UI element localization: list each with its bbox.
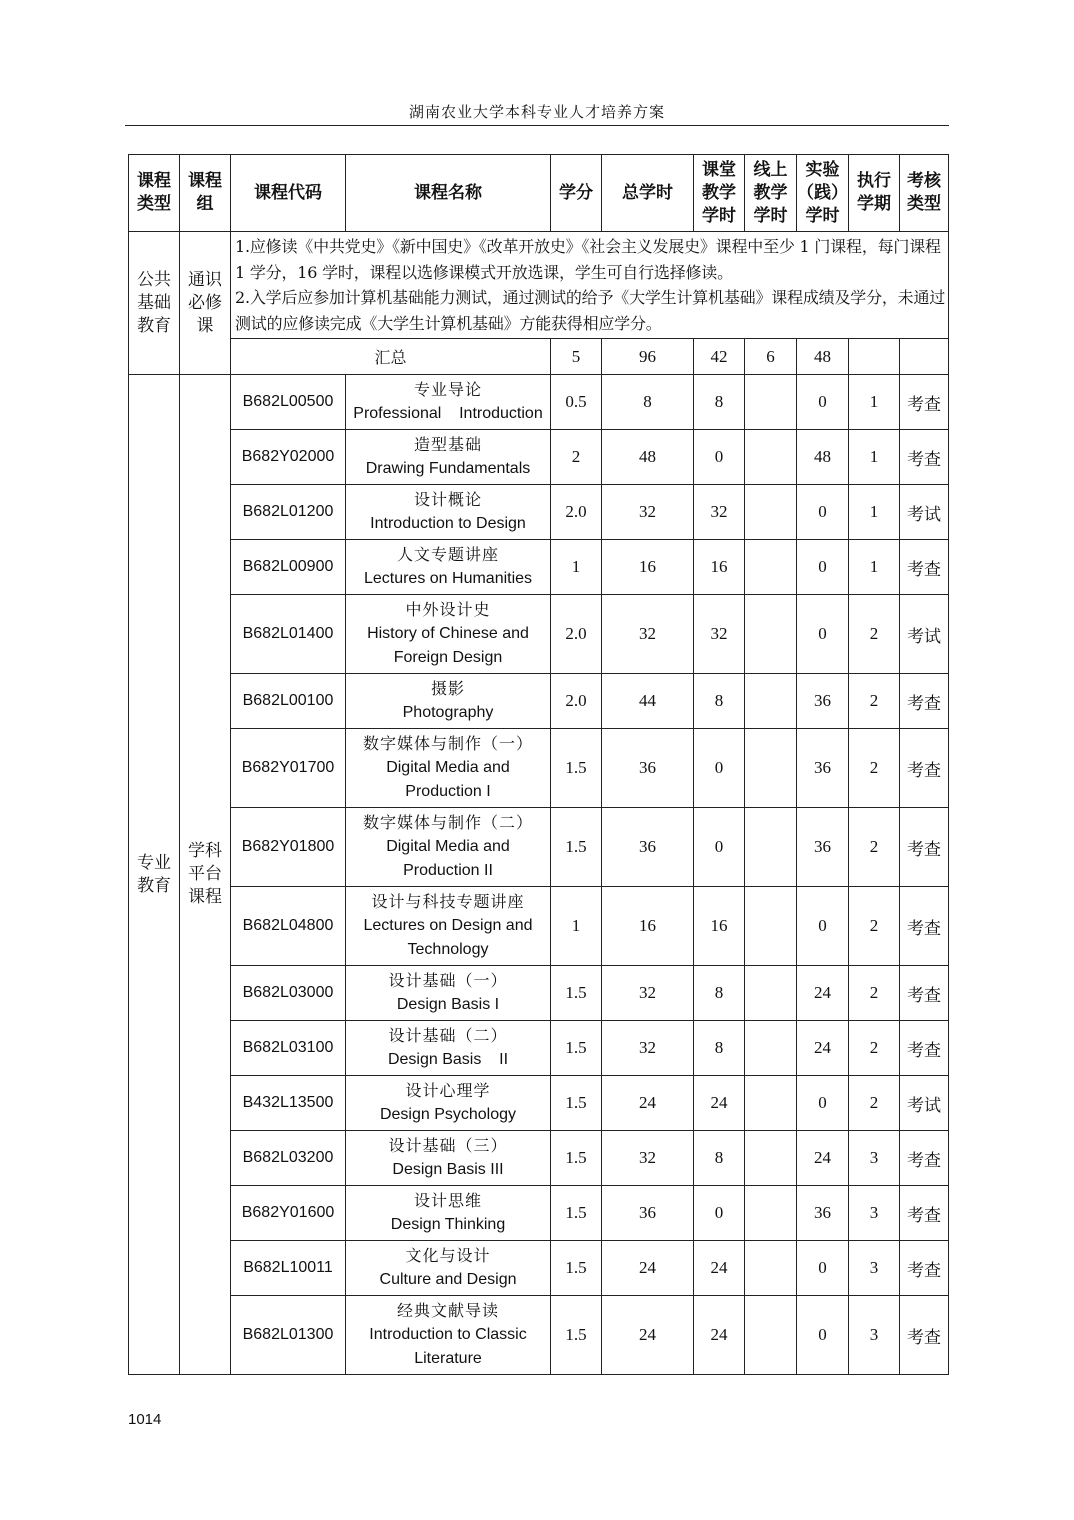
course-name (346, 729, 551, 808)
course-online-hours (745, 808, 797, 887)
course-lab-hours: 0 (797, 1241, 849, 1296)
course-semester: 2 (849, 966, 900, 1021)
summary-credit: 5 (551, 339, 602, 375)
course-name-en: Professional Introduction (353, 405, 543, 422)
course-class-hours: 24 (694, 1241, 745, 1296)
course-online-hours (745, 540, 797, 595)
course-name (346, 808, 551, 887)
course-name (346, 674, 551, 729)
course-name-en: Digital Media and Production II (386, 838, 515, 879)
course-lab-hours: 0 (797, 375, 849, 430)
header-semester: 执行 学期 (849, 155, 900, 232)
course-name-cn: 设计基础（一） (388, 971, 508, 990)
course-code: B682L00100 (231, 674, 346, 729)
course-name (346, 966, 551, 1021)
course-total-hours: 36 (602, 808, 694, 887)
course-lab-hours: 48 (797, 430, 849, 485)
summary-label: 汇总 (231, 339, 551, 375)
course-code: B432L13500 (231, 1076, 346, 1131)
course-exam-type: 考试 (900, 1076, 949, 1131)
course-online-hours (745, 1021, 797, 1076)
course-credit: 1.5 (551, 729, 602, 808)
course-semester: 3 (849, 1241, 900, 1296)
course-exam-type: 考查 (900, 729, 949, 808)
course-type-general: 公共 基础 教育 (129, 232, 180, 375)
course-semester: 3 (849, 1186, 900, 1241)
course-semester: 2 (849, 674, 900, 729)
course-total-hours: 32 (602, 595, 694, 674)
course-exam-type: 考查 (900, 887, 949, 966)
course-name (346, 1186, 551, 1241)
course-semester: 3 (849, 1131, 900, 1186)
header-lab-hours: 实验 （践） 学时 (797, 155, 849, 232)
course-name-en: Design Psychology (379, 1106, 517, 1123)
course-total-hours: 32 (602, 1021, 694, 1076)
course-name-cn: 专业导论 (413, 380, 482, 399)
course-class-hours: 0 (694, 729, 745, 808)
course-credit: 1 (551, 540, 602, 595)
course-online-hours (745, 1241, 797, 1296)
course-semester: 1 (849, 430, 900, 485)
course-row (129, 1021, 949, 1076)
summary-exam-type (900, 339, 949, 375)
table-header-row (129, 155, 949, 232)
course-name (346, 375, 551, 430)
course-total-hours: 48 (602, 430, 694, 485)
summary-semester (849, 339, 900, 375)
course-lab-hours: 36 (797, 729, 849, 808)
course-name (346, 485, 551, 540)
course-total-hours: 24 (602, 1076, 694, 1131)
course-credit: 1.5 (551, 1021, 602, 1076)
course-code: B682L03200 (231, 1131, 346, 1186)
course-total-hours: 16 (602, 540, 694, 595)
course-name-cn: 数字媒体与制作（一） (362, 734, 533, 753)
course-row (129, 808, 949, 887)
course-credit: 1.5 (551, 1186, 602, 1241)
page-header-title: 湖南农业大学本科专业人才培养方案 (408, 103, 665, 121)
course-online-hours (745, 887, 797, 966)
course-code: B682L01400 (231, 595, 346, 674)
course-exam-type: 考查 (900, 1241, 949, 1296)
course-code: B682Y01600 (231, 1186, 346, 1241)
page-number: 1014 (128, 1411, 162, 1428)
course-total-hours: 36 (602, 1186, 694, 1241)
course-total-hours: 32 (602, 1131, 694, 1186)
course-credit: 2.0 (551, 595, 602, 674)
course-exam-type: 考查 (900, 1296, 949, 1375)
course-exam-type: 考查 (900, 375, 949, 430)
course-group-discipline-platform: 学科 平台 课程 (180, 375, 231, 1375)
course-class-hours: 8 (694, 375, 745, 430)
course-credit: 1.5 (551, 966, 602, 1021)
course-code: B682Y02000 (231, 430, 346, 485)
course-code: B682L03000 (231, 966, 346, 1021)
course-class-hours: 24 (694, 1296, 745, 1375)
course-total-hours: 16 (602, 887, 694, 966)
course-class-hours: 32 (694, 485, 745, 540)
summary-row (129, 339, 949, 375)
course-name-en: Culture and Design (379, 1271, 517, 1288)
course-online-hours (745, 729, 797, 808)
header-exam-type: 考核 类型 (900, 155, 949, 232)
course-class-hours: 0 (694, 430, 745, 485)
course-name (346, 595, 551, 674)
course-name (346, 1131, 551, 1186)
course-group-general-required: 通识 必修 课 (180, 232, 231, 375)
course-exam-type: 考试 (900, 485, 949, 540)
course-code: B682L10011 (231, 1241, 346, 1296)
course-credit: 1.5 (551, 1076, 602, 1131)
course-lab-hours: 24 (797, 1021, 849, 1076)
course-semester: 2 (849, 1076, 900, 1131)
course-lab-hours: 24 (797, 1131, 849, 1186)
header-total-hours: 总学时 (602, 155, 694, 232)
course-lab-hours: 0 (797, 485, 849, 540)
course-online-hours (745, 1186, 797, 1241)
course-row (129, 430, 949, 485)
course-name-cn: 人文专题讲座 (396, 545, 499, 564)
course-row (129, 729, 949, 808)
course-class-hours: 0 (694, 1186, 745, 1241)
course-online-hours (745, 1131, 797, 1186)
course-semester: 2 (849, 595, 900, 674)
course-semester: 2 (849, 1021, 900, 1076)
course-lab-hours: 0 (797, 1296, 849, 1375)
summary-total-hours: 96 (602, 339, 694, 375)
course-class-hours: 8 (694, 966, 745, 1021)
course-class-hours: 8 (694, 1021, 745, 1076)
header-credit: 学分 (551, 155, 602, 232)
course-online-hours (745, 674, 797, 729)
course-class-hours: 8 (694, 1131, 745, 1186)
header-course-type: 课程 类型 (129, 155, 180, 232)
course-name-en: Design Basis III (392, 1161, 504, 1178)
course-row (129, 485, 949, 540)
course-total-hours: 24 (602, 1296, 694, 1375)
header-course-name: 课程名称 (346, 155, 551, 232)
course-name (346, 1296, 551, 1375)
course-exam-type: 考查 (900, 1131, 949, 1186)
course-row (129, 1186, 949, 1241)
course-code: B682L01200 (231, 485, 346, 540)
course-semester: 1 (849, 485, 900, 540)
course-code: B682L03100 (231, 1021, 346, 1076)
course-credit: 1.5 (551, 1241, 602, 1296)
course-row (129, 1131, 949, 1186)
course-online-hours (745, 595, 797, 674)
course-name-cn: 文化与设计 (405, 1246, 491, 1265)
course-name-cn: 经典文献导读 (396, 1301, 499, 1320)
course-class-hours: 16 (694, 540, 745, 595)
header-class-hours: 课堂 教学 学时 (694, 155, 745, 232)
course-name-cn: 造型基础 (413, 435, 482, 454)
course-name (346, 887, 551, 966)
course-name-en: Introduction to Classic Literature (369, 1326, 532, 1367)
course-semester: 3 (849, 1296, 900, 1375)
course-row (129, 674, 949, 729)
header-divider (125, 125, 949, 126)
course-total-hours: 24 (602, 1241, 694, 1296)
course-lab-hours: 36 (797, 1186, 849, 1241)
course-row (129, 1076, 949, 1131)
course-online-hours (745, 1296, 797, 1375)
header-online-hours: 线上 教学 学时 (745, 155, 797, 232)
course-credit: 1.5 (551, 1131, 602, 1186)
course-lab-hours: 0 (797, 540, 849, 595)
course-lab-hours: 36 (797, 674, 849, 729)
course-semester: 1 (849, 540, 900, 595)
course-code: B682L01300 (231, 1296, 346, 1375)
course-name (346, 430, 551, 485)
course-credit: 2.0 (551, 485, 602, 540)
course-lab-hours: 0 (797, 887, 849, 966)
course-lab-hours: 24 (797, 966, 849, 1021)
course-total-hours: 36 (602, 729, 694, 808)
course-name-en: Drawing Fundamentals (365, 460, 531, 477)
course-row (129, 887, 949, 966)
general-education-note-row (129, 232, 949, 339)
course-name (346, 1076, 551, 1131)
course-total-hours: 32 (602, 966, 694, 1021)
course-code: B682L00900 (231, 540, 346, 595)
course-name (346, 1021, 551, 1076)
course-exam-type: 考查 (900, 1186, 949, 1241)
course-semester: 2 (849, 808, 900, 887)
course-class-hours: 0 (694, 808, 745, 887)
course-row (129, 1296, 949, 1375)
course-name-cn: 摄影 (430, 679, 465, 698)
course-name-cn: 设计与科技专题讲座 (371, 892, 525, 911)
course-name-en: Design Basis I (396, 996, 500, 1013)
summary-class-hours: 42 (694, 339, 745, 375)
course-total-hours: 32 (602, 485, 694, 540)
course-name-cn: 设计思维 (413, 1191, 482, 1210)
course-semester: 2 (849, 729, 900, 808)
course-type-professional: 专业 教育 (129, 375, 180, 1375)
course-lab-hours: 0 (797, 595, 849, 674)
course-name-en: History of Chinese and Foreign Design (367, 625, 534, 666)
course-online-hours (745, 375, 797, 430)
course-class-hours: 8 (694, 674, 745, 729)
course-name-en: Design Thinking (390, 1216, 506, 1233)
course-exam-type: 考查 (900, 1021, 949, 1076)
course-name-en: Lectures on Design and Technology (363, 917, 537, 958)
course-code: B682L04800 (231, 887, 346, 966)
course-lab-hours: 36 (797, 808, 849, 887)
course-row (129, 966, 949, 1021)
header-course-group: 课程 组 (180, 155, 231, 232)
course-row (129, 540, 949, 595)
course-exam-type: 考查 (900, 540, 949, 595)
course-total-hours: 8 (602, 375, 694, 430)
course-class-hours: 16 (694, 887, 745, 966)
course-exam-type: 考查 (900, 808, 949, 887)
summary-lab-hours: 48 (797, 339, 849, 375)
course-code: B682Y01800 (231, 808, 346, 887)
course-total-hours: 44 (602, 674, 694, 729)
course-name-cn: 中外设计史 (405, 600, 491, 619)
course-name-cn: 设计概论 (413, 490, 482, 509)
course-name-en: Photography (402, 704, 494, 721)
course-name-en: Digital Media and Production I (386, 759, 515, 800)
course-exam-type: 考查 (900, 674, 949, 729)
course-name-en: Introduction to Design (370, 515, 526, 532)
course-row (129, 375, 949, 430)
course-name-cn: 设计基础（三） (388, 1136, 508, 1155)
course-semester: 1 (849, 375, 900, 430)
course-credit: 2.0 (551, 674, 602, 729)
course-online-hours (745, 430, 797, 485)
course-class-hours: 24 (694, 1076, 745, 1131)
course-name-cn: 设计基础（二） (388, 1026, 508, 1045)
course-online-hours (745, 1076, 797, 1131)
course-name-cn: 设计心理学 (405, 1081, 491, 1100)
course-credit: 1.5 (551, 1296, 602, 1375)
course-name (346, 1241, 551, 1296)
course-name (346, 540, 551, 595)
course-name-en: Design Basis II (387, 1051, 509, 1068)
course-code: B682Y01700 (231, 729, 346, 808)
course-row (129, 595, 949, 674)
header-course-code: 课程代码 (231, 155, 346, 232)
course-name-en: Lectures on Humanities (363, 570, 533, 587)
course-semester: 2 (849, 887, 900, 966)
course-lab-hours: 0 (797, 1076, 849, 1131)
course-credit: 1 (551, 887, 602, 966)
general-education-note: 1.应修读《中共党史》《新中国史》《改革开放史》《社会主义发展史》课程中至少 1 门课程，每门课程 1 学分，16 学时，课程以选修课模式开放选课，学生可自行选择修读。 2.入学后应参加计算机基础能力测试，通过测试的给予《大学生计算机基础》课程成绩及学分，未通过测试的应修读完成《大学生计算机基础》方能获得相应学分。 (231, 232, 949, 339)
course-exam-type: 考查 (900, 430, 949, 485)
course-exam-type: 考试 (900, 595, 949, 674)
course-credit: 1.5 (551, 808, 602, 887)
course-credit: 2 (551, 430, 602, 485)
course-credit: 0.5 (551, 375, 602, 430)
course-online-hours (745, 485, 797, 540)
course-class-hours: 32 (694, 595, 745, 674)
course-code: B682L00500 (231, 375, 346, 430)
course-exam-type: 考查 (900, 966, 949, 1021)
course-plan-table (128, 154, 949, 1375)
summary-online-hours: 6 (745, 339, 797, 375)
course-row (129, 1241, 949, 1296)
course-online-hours (745, 966, 797, 1021)
course-name-cn: 数字媒体与制作（二） (362, 813, 533, 832)
